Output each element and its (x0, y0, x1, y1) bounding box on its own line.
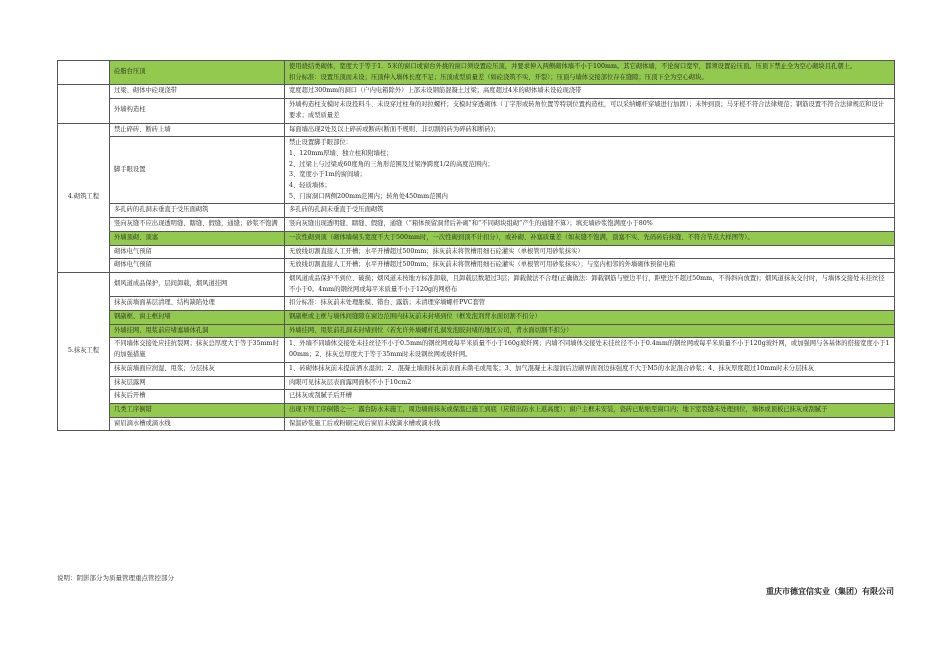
company-name: 重庆市德宜信实业（集团）有限公司 (766, 587, 894, 596)
requirement-cell (285, 123, 895, 137)
requirement-line: 外墙构造柱支模时未设投料斗、未设穿过柱身的对拉螺杆；支模时穿透砌体（丁字形或转角位置等特别位置构造柱，可以采纳螺杆穿墙进行加固）；未钟到顶；马牙槎不符合法律规范；钢筋设置不符合法律规范和设计要求；成型质量差 (289, 101, 885, 119)
requirement-cell (285, 272, 895, 296)
check-item-cell: 过梁、砌体中砼现浇带 (110, 85, 285, 99)
requirement-cell (285, 390, 895, 404)
requirement-line: 已抹灰或刮腻子后开槽 (289, 392, 352, 400)
requirement-line: 无放线切割直接人工开槽；水平开槽超过500mm；抹灰前未将管槽用细石砼灌实（单根管可用砂浆抹实）；与室内相邻的外墙砌体预留电箱 (289, 261, 676, 269)
requirement-line: 竖向灰缝出现透明缝、瞎缝、假缝，通缝（“箱体预留洞背后补砌”和“不同砌块组砌”产生的通缝不算）；填充墙砂浆饱满度小于80% (289, 220, 653, 228)
requirement-cell (285, 324, 895, 338)
requirement-line: 每面墙出现2处及以上碎砖或断砖(断面不规则、非切割的砖为碎砖和断砖)； (289, 125, 500, 133)
requirement-cell (285, 218, 895, 232)
category-cell: 4.砌筑工程 (58, 123, 110, 272)
requirement-line: 使用烧结类砌体，宽度大于等于1．5米的窗口或窗台外挑的窗口须设置砼压顶，并要求伸入两侧砌体墙不小于100mm。其它砌体墙，不论窗口宽窄，都须设置砼压顶。压顶下禁止全为空心砌块且孔朝上。 (289, 63, 857, 70)
requirement-line: 宽度超过300mm的洞口（户内电箱除外）上部未设钢筋混凝土过梁；高度超过4米的砌体墙未设砼现浇带 (289, 87, 582, 95)
check-item-cell: 脚手眼设置 (110, 137, 285, 204)
check-item-cell: 砌体电气预留 (110, 259, 285, 273)
check-item-cell: 烟风道成品保护，层间卸载，烟风道挂网 (110, 272, 285, 296)
requirement-line: 外墙挂网、甩浆前孔洞未封堵到位（若允许外墙螺杆孔洞发泡胶封堵的地区公司，背水面切割不扣分） (289, 326, 573, 334)
check-item-cell: 多孔砖的孔洞未垂直于受压面砌筑 (110, 204, 285, 218)
table-row (58, 297, 895, 311)
requirement-cell (285, 362, 895, 376)
table-row (58, 403, 895, 417)
requirement-line: 5、门窗洞口两侧200mm范围内；转角处450mm范围内 (289, 192, 448, 200)
check-item-cell: 砼脂台压顶 (110, 61, 285, 85)
check-item-cell: 抹灰层露网 (110, 376, 285, 390)
category-cell: 5.抹灰工程 (58, 272, 110, 430)
table-row (58, 259, 895, 273)
requirement-line: 钢副框或主框与墙体间缝隙在窗边范围内抹灰前未封堵到位（框发泡剂背水面切割不扣分） (289, 313, 541, 321)
table-row (58, 61, 895, 85)
check-item-cell: 不同墙体交接处应挂抗裂网；抹灰总厚度大于等于35mm时的加强措施 (110, 338, 285, 362)
requirement-cell (285, 85, 895, 99)
check-item-cell: 钢副框、窗主框封堵 (110, 311, 285, 325)
requirement-line: 2、过梁上与过梁成60度角的三角形范围及过梁净跨度1/2的高度范围内； (289, 160, 494, 168)
check-item-cell: 抹灰后开槽 (110, 390, 285, 404)
requirement-cell (285, 376, 895, 390)
table-row (58, 272, 895, 296)
check-item-cell: 外墙挂网、甩浆前应堵塞墙体孔洞 (110, 324, 285, 338)
table-row (58, 338, 895, 362)
requirement-line: 无放线切割直接人工开槽；水平开槽超过500mm；抹灰前未将管槽用细石砼灌实（单根管可用砂浆抹实） (289, 247, 584, 255)
requirement-line: 扣分标准：设置压顶而未设；压顶伸入墙体长度不足；压顶成型质量差（如砼浇筑不实、开裂）；压顶与墙体交接部位存在缝隙；压顶下全为空心砌块。 (289, 73, 708, 81)
table-row (58, 231, 895, 245)
requirement-cell (285, 99, 895, 123)
category-cell (58, 61, 110, 85)
requirement-line: 禁止设置脚手眼部位： (289, 139, 352, 147)
check-item-cell: 几类工序倒错 (110, 403, 285, 417)
check-item-cell: 抹灰前墙面基层清理、结构缺陷处理 (110, 297, 285, 311)
table-row (58, 245, 895, 259)
check-item-cell: 抹灰前墙面应润湿、甩浆；分层抹灰 (110, 362, 285, 376)
requirement-line: 4、轻质墙体； (289, 182, 331, 190)
requirement-line: 1、120mm厚墙、独立柱和附墙柱； (289, 149, 393, 157)
table-row (58, 85, 895, 99)
requirement-cell (285, 297, 895, 311)
requirement-cell (285, 403, 895, 417)
requirement-cell (285, 259, 895, 273)
table-body (58, 61, 895, 431)
table-row (58, 311, 895, 325)
check-item-cell: 竖向灰缝不应出现透明缝、瞎缝、假缝，通缝；砂浆不饱满 (110, 218, 285, 232)
table-row (58, 417, 895, 431)
requirement-cell (285, 338, 895, 362)
requirement-cell (285, 61, 895, 85)
quality-standards-sheet (57, 60, 894, 431)
requirement-line: 1、外墙不同墙体交接处未挂丝径不小于0.5mm的钢丝网或每平米质量不小于160g玻纤网；内墙不同墙体交接处未挂丝径不小于0.4mm的钢丝网或每平米质量不小于120g玻纤网，或加强网与各基体的搭接宽度小于100mm；2、抹灰总厚度大于等于35mm时未设钢丝网或玻纤网。 (289, 340, 890, 359)
requirement-cell (285, 245, 895, 259)
requirement-line: 多孔砖的孔洞未垂直于受压面砌筑 (289, 206, 384, 214)
requirement-line: 出现下列工序倒错之一：露台防水未施工，周边墙面抹灰或保温已施工到底（应留出防水上返高度）；窗户主框未安装，瓷砖已贴贴至窗口内；地下室裂缝未处理到位，墙体或顶板已抹灰或刮腻子 (289, 405, 828, 413)
table-row (58, 362, 895, 376)
check-item-cell: 外墙构造柱 (110, 99, 285, 123)
table-row (58, 376, 895, 390)
requirement-cell (285, 311, 895, 325)
table-row (58, 137, 895, 204)
table-row (58, 218, 895, 232)
requirement-cell (285, 204, 895, 218)
requirement-cell (285, 231, 895, 245)
requirement-line: 一次性砌到顶（砌体墙端头宽度不大于500mm时，一次性砌到顶不计扣分），或补砌、补塞质量差（如灰缝不饱满，顶塞不实、先码砖后抹缝、不符合节点大样图等）。 (289, 233, 754, 241)
table-row (58, 204, 895, 218)
table-row (58, 99, 895, 123)
requirement-line: 扣分标准：抹灰前未处理胀模、错台、露筋；未清理穿墙螺杆PVC套管 (289, 299, 486, 307)
category-cell (58, 85, 110, 123)
requirement-cell (285, 417, 895, 431)
check-item-cell: 窗眉滴水槽或滴水线 (110, 417, 285, 431)
quality-standards-table (57, 60, 895, 431)
check-item-cell: 砌体电气预留 (110, 245, 285, 259)
check-item-cell: 外墙顶砌、顶塞 (110, 231, 285, 245)
table-row (58, 324, 895, 338)
requirement-line: 肉眼可见抹灰层表面露网面积不小于10cm2 (289, 378, 412, 386)
requirement-line: 烟风道成品保护不到位、破损；烟风道未按地方标准卸载，且卸载层数超过3层；卸载做法不合理(正确做法：卸载钢筋与壁边平行，距壁边不超过50mm，不得斜向放置)；烟风道抹灰交付时，与墙体交接处未挂丝径不小于0。4mm的钢丝网或每平米质量不小于120g的网格布 (289, 274, 885, 293)
footnote: 说明：阴影部分为质量管理重点管控部分 (57, 574, 174, 582)
requirement-line: 保温砂浆施工后或粉刷完成后窗眉未做滴水槽或滴水线 (289, 419, 441, 427)
check-item-cell: 禁止碎砖、断砖上墙 (110, 123, 285, 137)
requirement-cell (285, 137, 895, 204)
requirement-line: 3、宽度小于1m的窗间墙； (289, 171, 366, 179)
table-row (58, 123, 895, 137)
requirement-line: 1、砖砌体抹灰前未提前洒水湿润；2、混凝土墙面抹灰前表面未凿毛或甩浆；3、加气混凝土未湿润后边刷界面剂边抹强度不大于M5的水泥混合砂浆；4、抹灰厚度超过10mm时未分层抹灰 (289, 364, 814, 372)
table-row (58, 390, 895, 404)
